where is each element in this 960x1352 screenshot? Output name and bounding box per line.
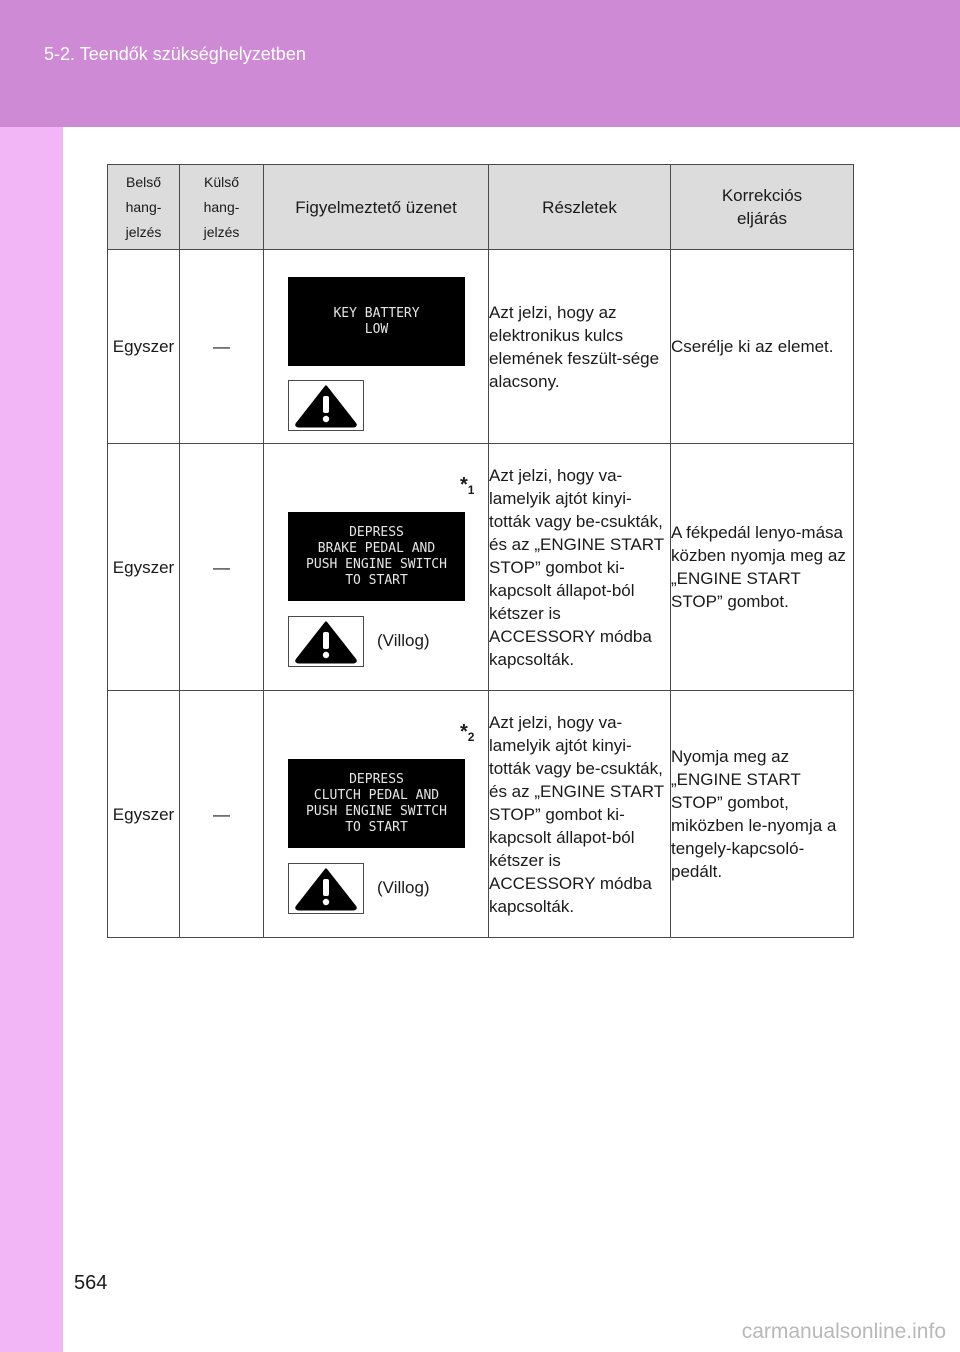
warning-triangle-icon	[293, 620, 359, 664]
details-cell: Azt jelzi, hogy va-lamelyik ajtót kinyi-tották vagy be-csukták, és az „ENGINE START STOP” gombot ki-kapcsolt állapot-ból kétszer is ACCESSORY módba kapcsolták.	[489, 444, 671, 691]
message-cell	[264, 444, 489, 691]
header-internal-signal: Belső hang- jelzés	[108, 165, 180, 250]
flash-label: (Villog)	[377, 878, 430, 897]
internal-signal-cell: Egyszer	[108, 250, 180, 444]
header-correction: Korrekciós eljárás	[671, 165, 854, 250]
details-cell: Azt jelzi, hogy va-lamelyik ajtót kinyi-tották vagy be-csukták, és az „ENGINE START STOP” gombot ki-kapcsolt állapot-ból kétszer is ACCESSORY módba kapcsolták.	[489, 691, 671, 938]
correction-cell: A fékpedál lenyo-mása közben nyomja meg az „ENGINE START STOP” gombot.	[671, 444, 854, 691]
page-number: 564	[74, 1272, 108, 1294]
display-line: KEY BATTERY	[333, 305, 420, 321]
message-cell	[264, 250, 489, 444]
display-line: PUSH ENGINE SWITCH	[306, 556, 447, 572]
display-message	[288, 512, 465, 601]
display-line: BRAKE PEDAL AND	[317, 540, 436, 556]
display-message	[288, 759, 465, 848]
message-cell	[264, 691, 489, 938]
footnote-marker: $*_2$	[460, 721, 475, 744]
external-signal-cell: —	[180, 444, 264, 691]
warning-icon-box	[288, 863, 364, 914]
display-line: TO START	[345, 819, 408, 835]
watermark: carmanualsonline.info	[741, 1320, 946, 1343]
display-line: CLUTCH PEDAL AND	[313, 787, 440, 803]
section-title: 5-2. Teendők szükséghelyzetben	[44, 44, 306, 64]
header-external-signal: Külső hang- jelzés	[180, 165, 264, 250]
footnote-marker: $*_1$	[460, 474, 475, 497]
table-header-row	[108, 165, 854, 250]
warning-triangle-icon	[293, 384, 359, 428]
warning-icon-box	[288, 616, 364, 667]
warning-triangle-icon	[293, 867, 359, 911]
display-line: PUSH ENGINE SWITCH	[306, 803, 447, 819]
internal-signal-cell: Egyszer	[108, 444, 180, 691]
header-message: Figyelmeztető üzenet	[264, 165, 489, 250]
header-band	[0, 0, 960, 127]
display-line: DEPRESS	[349, 771, 404, 787]
header-details: Részletek	[489, 165, 671, 250]
display-line: DEPRESS	[349, 524, 404, 540]
display-line: TO START	[345, 572, 408, 588]
display-message	[288, 277, 465, 366]
external-signal-cell: —	[180, 691, 264, 938]
internal-signal-cell: Egyszer	[108, 691, 180, 938]
correction-cell: Nyomja meg az „ENGINE START STOP” gombot, miközben le-nyomja a tengely-kapcsoló-pedált.	[671, 691, 854, 938]
table-row	[108, 691, 854, 938]
table-row	[108, 250, 854, 444]
correction-cell: Cserélje ki az elemet.	[671, 250, 854, 444]
warning-icon-box	[288, 380, 364, 431]
details-cell: Azt jelzi, hogy az elektronikus kulcs elemének feszült-sége alacsony.	[489, 250, 671, 444]
flash-label: (Villog)	[377, 631, 430, 650]
table-row	[108, 444, 854, 691]
side-band	[0, 127, 63, 1352]
external-signal-cell: —	[180, 250, 264, 444]
warning-table	[107, 164, 854, 938]
display-line: LOW	[364, 321, 389, 337]
